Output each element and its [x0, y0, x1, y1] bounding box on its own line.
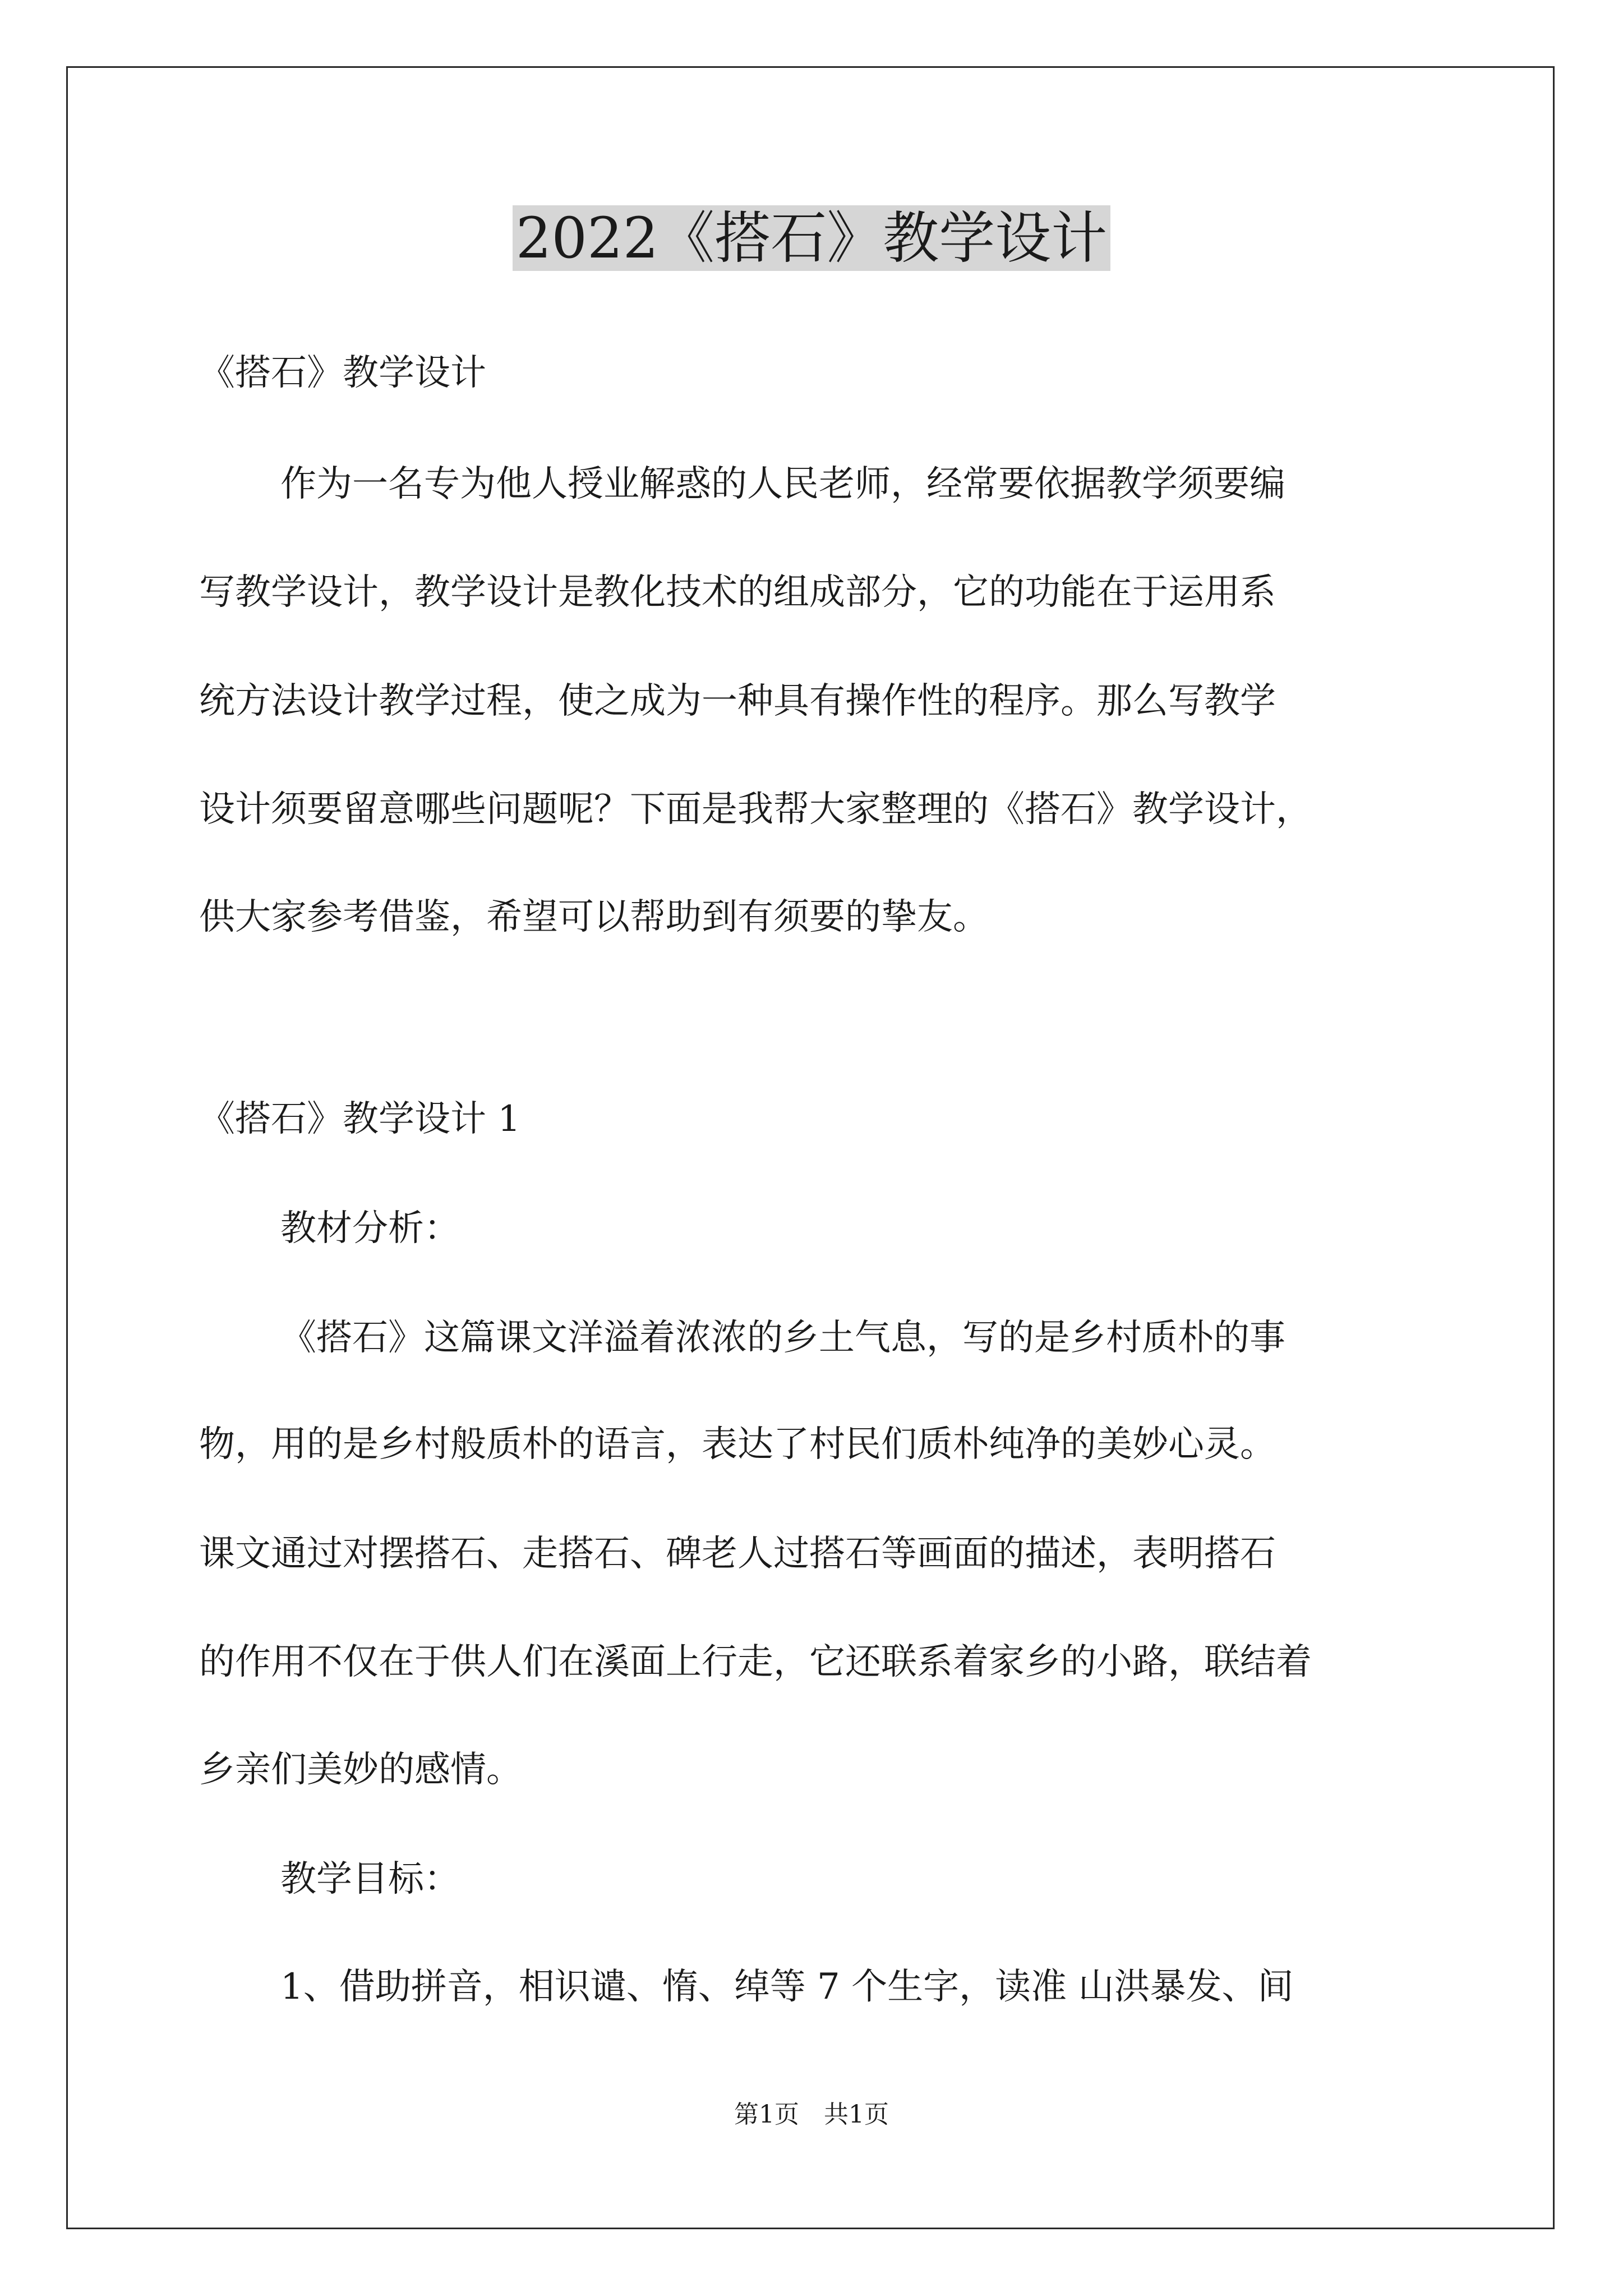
material-line: 乡亲们美妙的感情。 [199, 1749, 522, 1791]
intro-line: 供大家参考借鉴，希望可以帮助到有须要的挚友。 [199, 896, 989, 938]
material-heading: 教材分析： [280, 1208, 460, 1249]
intro-line: 设计须要留意哪些问题呢？下面是我帮大家整理的《搭石》教学设计， [199, 789, 1312, 830]
document-title: 2022《搭石》教学设计 [0, 199, 1623, 278]
section-heading: 《搭石》教学设计 1 [199, 1098, 521, 1140]
goal-item: 1、借助拼音，相识谴、惰、绰等 7 个生字，读准 山洪暴发、间 [280, 1966, 1294, 2008]
goals-heading: 教学目标： [280, 1858, 460, 1900]
material-line: 《搭石》这篇课文洋溢着浓浓的乡土气息，写的是乡村质朴的事 [280, 1317, 1285, 1359]
intro-line: 写教学设计，教学设计是教化技术的组成部分，它的功能在于运用系 [199, 572, 1276, 613]
intro-line: 统方法设计教学过程，使之成为一种具有操作性的程序。那么写教学 [199, 680, 1276, 722]
material-line: 物，用的是乡村般质朴的语言，表达了村民们质朴纯净的美妙心灵。 [199, 1424, 1276, 1465]
material-line: 的作用不仅在于供人们在溪面上行走，它还联系着家乡的小路，联结着 [199, 1641, 1312, 1683]
page-footer: 第1页 共1页 [734, 2100, 889, 2129]
intro-line: 作为一名专为他人授业解惑的人民老师，经常要依据教学须要编 [280, 463, 1285, 505]
material-line: 课文通过对摆搭石、走搭石、碑老人过搭石等画面的描述，表明搭石 [199, 1533, 1276, 1575]
subtitle: 《搭石》教学设计 [199, 352, 486, 394]
